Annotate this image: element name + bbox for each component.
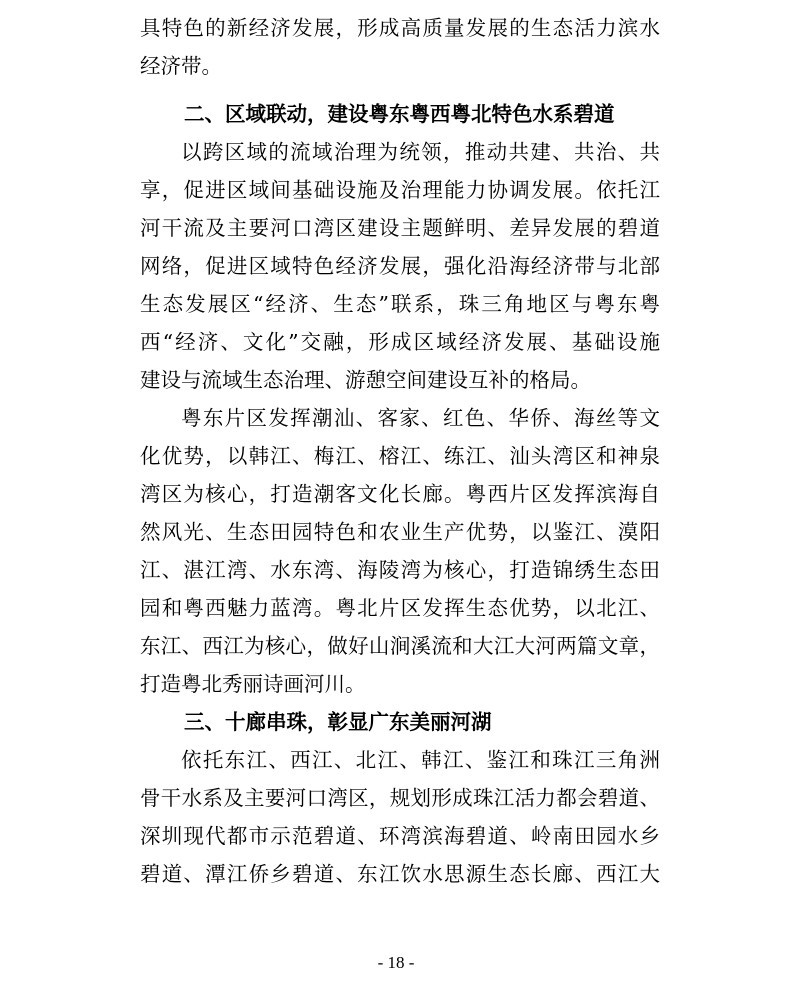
text-line: 西“经济、文化”交融，形成区域经济发展、基础设施 (140, 330, 660, 354)
text-line: 湾区为核心，打造潮客文化长廊。粤西片区发挥滨海自 (140, 482, 660, 506)
text-line: 河干流及主要河口湾区建设主题鲜明、差异发展的碧道 (140, 216, 660, 240)
text-line: 以跨区域的流域治理为统领，推动共建、共治、共 (181, 140, 660, 164)
text-line: 粤东片区发挥潮汕、客家、红色、华侨、海丝等文 (181, 406, 660, 430)
text-line: 深圳现代都市示范碧道、环湾滨海碧道、岭南田园水乡 (140, 824, 660, 848)
section-heading-2: 二、区域联动，建设粤东粤西粤北特色水系碧道 (184, 102, 615, 126)
text-line: 建设与流域生态治理、游憩空间建设互补的格局。 (140, 368, 591, 392)
text-line: 网络，促进区域特色经济发展，强化沿海经济带与北部 (140, 254, 660, 278)
text-line: 具特色的新经济发展，形成高质量发展的生态活力滨水 (140, 16, 660, 40)
section-heading-3: 三、十廊串珠，彰显广东美丽河湖 (184, 710, 492, 734)
paragraph-ten-corridors (140, 741, 660, 893)
paragraph-regional-linkage (140, 133, 660, 399)
text-line: 骨干水系及主要河口湾区，规划形成珠江活力都会碧道、 (140, 786, 660, 810)
text-line: 江、湛江湾、水东湾、海陵湾为核心，打造锦绣生态田 (140, 558, 660, 582)
text-line: 东江、西江为核心，做好山涧溪流和大江大河两篇文章， (140, 634, 660, 658)
text-line: 碧道、潭江侨乡碧道、东江饮水思源生态长廊、西江大 (140, 862, 660, 886)
text-line: 打造粤北秀丽诗画河川。 (140, 672, 366, 696)
paragraph-regional-zones (140, 399, 660, 703)
paragraph-continuation (140, 9, 660, 85)
text-line: 享，促进区域间基础设施及治理能力协调发展。依托江 (140, 178, 660, 202)
page-number: - 18 - (377, 953, 415, 972)
text-line: 依托东江、西江、北江、韩江、鉴江和珠江三角洲 (181, 748, 660, 772)
text-line: 然风光、生态田园特色和农业生产优势，以鉴江、漠阳 (140, 520, 660, 544)
text-line: 化优势，以韩江、梅江、榕江、练江、汕头湾区和神泉 (140, 444, 660, 468)
text-line: 园和粤西魅力蓝湾。粤北片区发挥生态优势，以北江、 (140, 596, 660, 620)
text-line: 经济带。 (140, 54, 222, 78)
text-line: 生态发展区“经济、生态”联系，珠三角地区与粤东粤 (140, 292, 660, 316)
